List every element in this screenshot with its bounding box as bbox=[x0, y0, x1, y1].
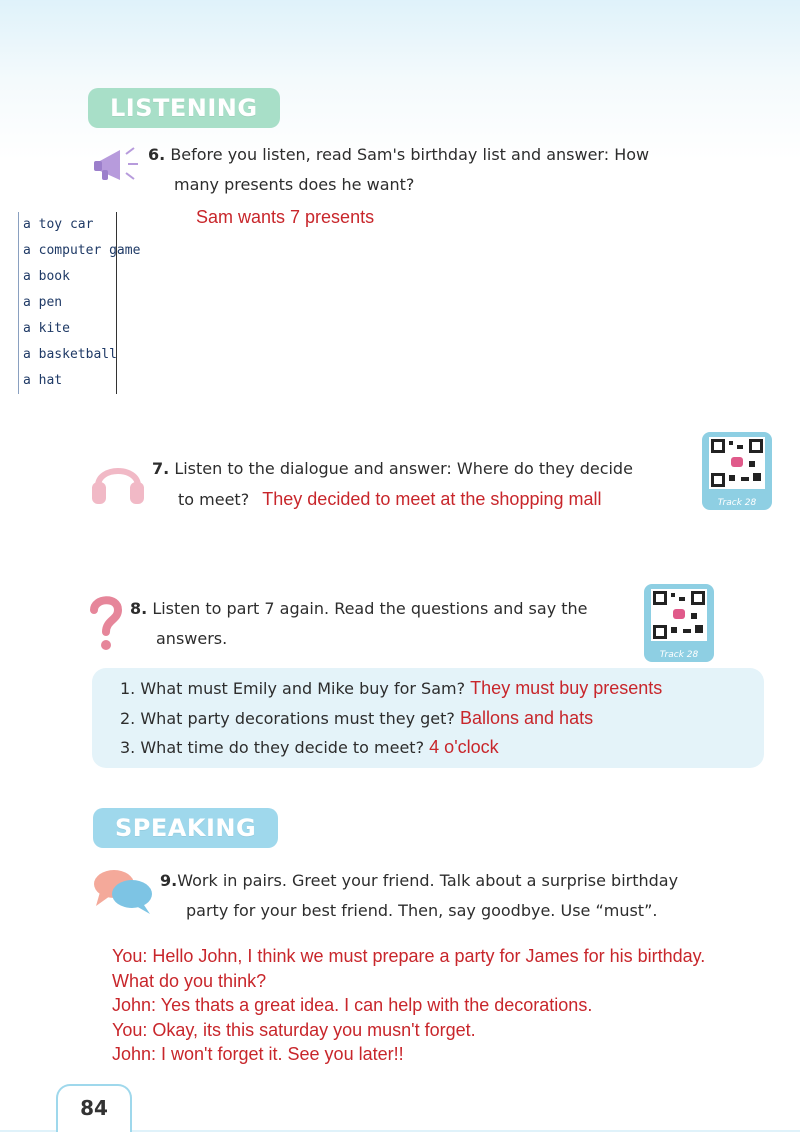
question-row bbox=[120, 708, 593, 729]
question-text: 2. What party decorations must they get? bbox=[120, 709, 455, 728]
exercise-6-line2: many presents does he want? bbox=[174, 175, 415, 194]
exercise-8-line2: answers. bbox=[156, 629, 228, 648]
exercise-9-line1: Work in pairs. Greet your friend. Talk about a surprise birthday bbox=[177, 871, 679, 890]
dialogue-line: You: Hello John, I think we must prepare a party for James for his birthday. bbox=[112, 946, 706, 966]
headphones-icon bbox=[90, 456, 146, 508]
track-label: Track 28 bbox=[659, 650, 699, 660]
question-mark-icon bbox=[88, 594, 124, 652]
exercise-7-instruction bbox=[152, 454, 712, 515]
dialogue-line: What do you think? bbox=[112, 970, 267, 991]
question-answer: Ballons and hats bbox=[459, 708, 594, 728]
exercise-9-dialogue bbox=[112, 944, 782, 1067]
exercise-7-number: 7. bbox=[152, 459, 170, 478]
megaphone-icon bbox=[90, 140, 142, 192]
question-row bbox=[120, 678, 662, 699]
qr-code-icon bbox=[651, 589, 707, 641]
exercise-6-line1: Before you listen, read Sam's birthday list and answer: How bbox=[170, 145, 650, 164]
listening-section-title: LISTENING bbox=[88, 88, 280, 128]
exercise-9-line2: party for your best friend. Then, say goodbye. Use “must”. bbox=[186, 901, 658, 920]
exercise-7-line2: to meet? bbox=[178, 490, 250, 509]
exercise-7-answer: They decided to meet at the shopping mall bbox=[262, 489, 602, 509]
page-number: 84 bbox=[56, 1084, 132, 1132]
list-item: a computer game bbox=[18, 238, 116, 264]
exercise-8-instruction bbox=[130, 594, 650, 654]
list-item: a hat bbox=[18, 368, 116, 394]
qr-code-track-28[interactable] bbox=[702, 432, 772, 510]
list-item: a toy car bbox=[18, 212, 116, 238]
exercise-8-questions bbox=[92, 668, 764, 768]
question-answer: 4 o'clock bbox=[429, 737, 499, 757]
dialogue-line: You: Okay, its this saturday you musn't forget. bbox=[112, 1019, 476, 1040]
list-item: a pen bbox=[18, 290, 116, 316]
exercise-6-instruction bbox=[148, 140, 748, 200]
exercise-9-instruction bbox=[160, 866, 790, 926]
birthday-list bbox=[18, 212, 141, 394]
question-text: 1. What must Emily and Mike buy for Sam? bbox=[120, 679, 466, 698]
qr-code-track-28[interactable] bbox=[644, 584, 714, 662]
question-answer: They must buy presents bbox=[470, 678, 663, 698]
dialogue-line: John: Yes thats a great idea. I can help with the decorations. bbox=[112, 995, 593, 1015]
speaking-section-title: SPEAKING bbox=[93, 808, 278, 848]
exercise-9-number: 9. bbox=[160, 871, 178, 890]
list-item: a kite bbox=[18, 316, 116, 342]
exercise-8-number: 8. bbox=[130, 599, 148, 618]
track-label: Track 28 bbox=[717, 498, 757, 508]
dialogue-line: John: I won't forget it. See you later!! bbox=[112, 1044, 404, 1064]
list-item: a book bbox=[18, 264, 116, 290]
list-item: a basketball bbox=[18, 342, 116, 368]
exercise-6-number: 6. bbox=[148, 145, 166, 164]
exercise-7-line1: Listen to the dialogue and answer: Where do they decide bbox=[174, 459, 633, 478]
question-row bbox=[120, 737, 499, 758]
qr-code-icon bbox=[709, 437, 765, 489]
exercise-6-answer: Sam wants 7 presents bbox=[196, 207, 375, 227]
speech-bubbles-icon bbox=[92, 866, 154, 918]
exercise-8-line1: Listen to part 7 again. Read the questions and say the bbox=[152, 599, 588, 618]
question-text: 3. What time do they decide to meet? bbox=[120, 738, 425, 757]
